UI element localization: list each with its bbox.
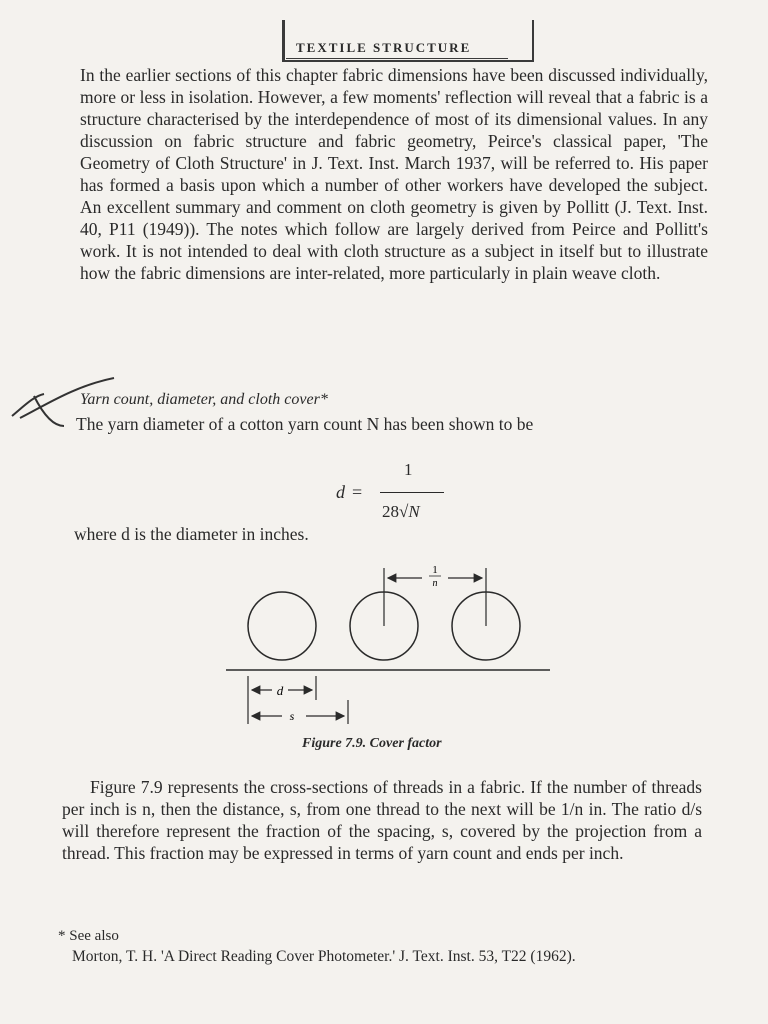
spacing-label-denominator: n <box>432 578 438 589</box>
footnote-reference: Morton, T. H. 'A Direct Reading Cover Photometer.' J. Text. Inst. 53, T22 (1962). <box>72 948 576 965</box>
section-lead-text: The yarn diameter of a cotton yarn count N has been shown to be <box>76 414 534 434</box>
formula-numerator: 1 <box>404 460 413 479</box>
header-rule <box>286 58 508 59</box>
diameter-formula <box>336 460 456 530</box>
spacing-label-numerator: 1 <box>432 564 438 576</box>
formula-explanation: where d is the diameter in inches. <box>74 524 309 544</box>
formula-lhs: d <box>336 482 345 502</box>
cover-factor-figure <box>226 564 556 734</box>
intro-paragraph: In the earlier sections of this chapter fabric dimensions have been discussed individually, more or less in isolation. However, a few moments' reflection will reveal that a fabric is a structure characterised by the interdependence of most of its dimensional values. In any discussion on fabric structure and fabric geometry, Peirce's classical paper, 'The Geometry of Cloth Structure' in J. Text. Inst. March 1937, will be referred to. His paper has formed a basis upon which a number of other workers have developed the subject. An excellent summary and comment on cloth geometry is given by Pollitt (J. Text. Inst. 40, P11 (1949)). The notes which follow are largely derived from Peirce and Pollitt's work. It is not intended to deal with cloth structure as a subject in itself but to illustrate how the fabric dimensions are inter-related, more particularly in plain weave cloth. <box>80 65 708 283</box>
thread-circle-1 <box>248 592 316 660</box>
fraction-bar <box>380 492 444 493</box>
footnote-marker: * See also <box>58 928 119 944</box>
running-header: TEXTILE STRUCTURE <box>296 40 472 55</box>
diameter-label: d <box>276 683 284 698</box>
formula-equals: = <box>352 482 363 502</box>
formula-denominator: 28√N <box>382 502 420 521</box>
figure-caption: Figure 7.9. Cover factor <box>302 736 442 751</box>
explanation-paragraph: Figure 7.9 represents the cross-sections of threads in a fabric. If the number of threads per inch is n, then the distance, s, from one thread to the next will be 1/n in. The ratio d/s will therefore represent the fraction of the spacing, s, covered by the projection from a thread. This fraction may be expressed in terms of yarn count and ends per inch. <box>62 777 702 863</box>
spacing-label: s <box>289 709 295 723</box>
section-heading: Yarn count, diameter, and cloth cover* <box>80 391 328 408</box>
